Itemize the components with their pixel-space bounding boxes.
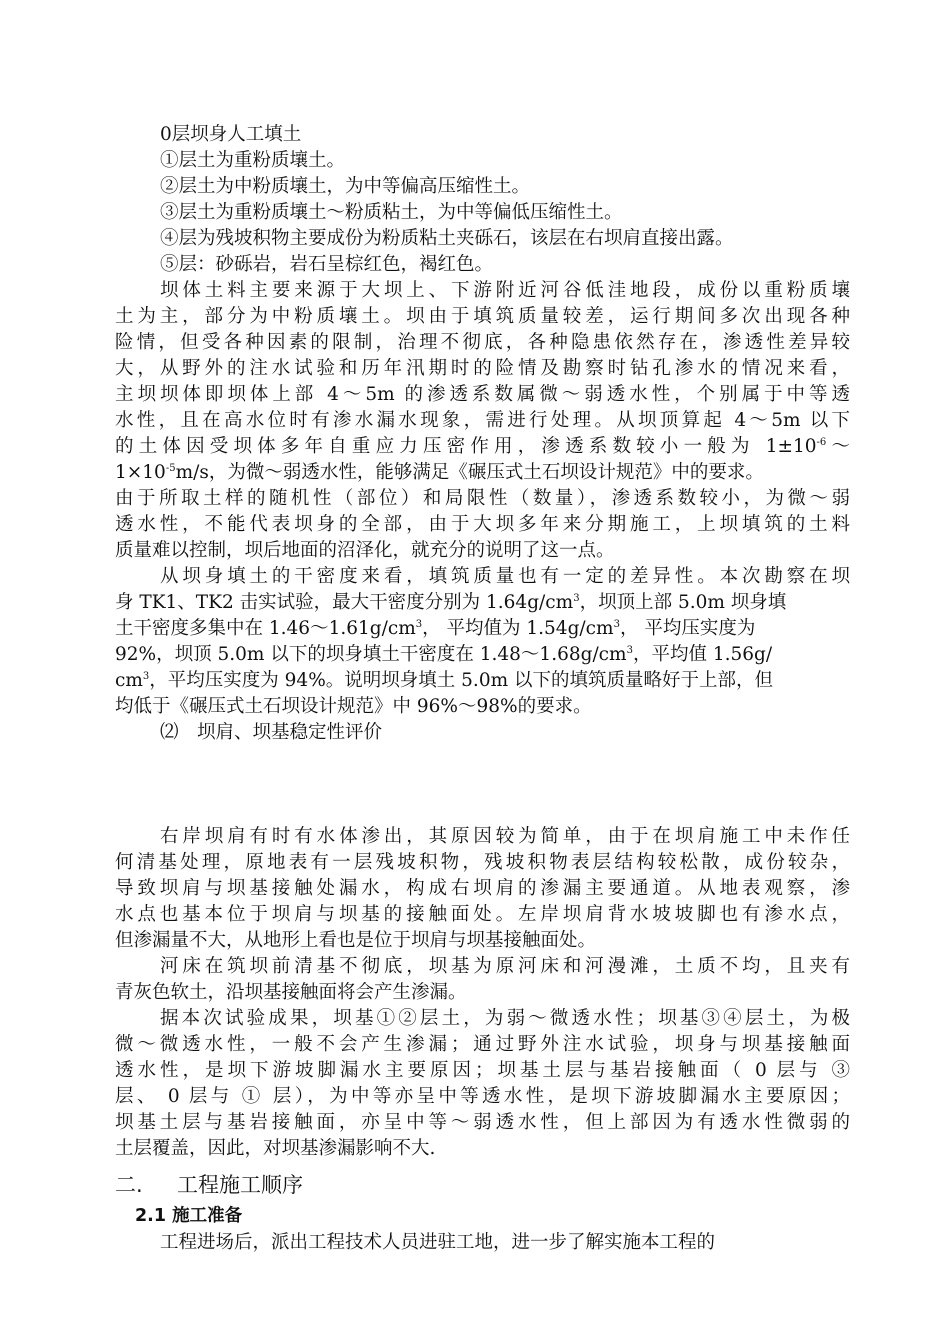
text-line: $1\times 10^{-5}m/s$，为微～弱透水性，能够满足《碾压式土石坝设计规范》中的要求。 <box>115 462 764 483</box>
section-number: 二. <box>115 1173 143 1197</box>
text-line: $cm^3$，平均压实度为 94%。说明坝身填土 5.0m 以下的填筑质量略好于上部，但 <box>115 670 774 691</box>
text-line: 青灰色软土，沿坝基接触面将会产生渗漏。 <box>115 982 467 1003</box>
document-body <box>115 122 850 1256</box>
layer-item: ③层土为重粉质壤土～粉质粘土，为中等偏低压缩性土。 <box>160 202 623 223</box>
blank-space <box>115 746 850 824</box>
text-line: 土为主，部分为中粉质壤土。坝由于填筑质量较差，运行期间多次出现各种 <box>115 306 850 327</box>
layer-item: ④层为残坡积物主要成份为粉质粘土夹砾石，该层在右坝肩直接出露。 <box>160 228 734 249</box>
paragraph-test-results <box>115 1006 850 1162</box>
paragraph-riverbed <box>115 954 850 1006</box>
text-line: 92%，坝顶 5.0m 以下的坝身填土干密度在 $1.48\sim 1.68g/cm^3$，平均值 1.56g/ <box>115 644 773 665</box>
text-line: 层、 0 层与 ① 层），为中等亦呈中等透水性，是坝下游坡脚漏水主要原因； <box>115 1086 850 1107</box>
paragraph-right-abutment <box>115 824 850 954</box>
text-line: 河床在筑坝前清基不彻底，坝基为原河床和河漫滩，土质不均，且夹有 <box>160 956 850 977</box>
layer-item: 0层坝身人工填土 <box>160 124 302 145</box>
text-line: 但渗漏量不大，从地形上看也是位于坝肩与坝基接触面处。 <box>115 930 597 951</box>
text-line: 从坝身填土的干密度来看，填筑质量也有一定的差异性。本次勘察在坝 <box>160 566 850 587</box>
text-line: 何清基处理，原地表有一层残坡积物，残坡积物表层结构较松散，成份较杂， <box>115 852 850 873</box>
section-title: 工程施工顺序 <box>177 1173 303 1197</box>
text-line: 均低于《碾压式土石坝设计规范》中 96%～98%的要求。 <box>115 696 592 717</box>
text-line: 水点也基本位于坝肩与坝基的接触面处。左岸坝肩背水坡坡脚也有渗水点， <box>115 904 850 925</box>
layer-item: ②层土为中粉质壤土，为中等偏高压缩性土。 <box>160 176 531 197</box>
layer-item: ①层土为重粉质壤土。 <box>160 150 346 171</box>
text-line: 险情，但受各种因素的限制，治理不彻底，各种隐患依然存在，渗透性差异较 <box>115 332 850 353</box>
text-line: 透水性，是坝下游坡脚漏水主要原因；坝基土层与基岩接触面（ 0 层与 ③ <box>115 1060 850 1081</box>
text-line: 微～微透水性，一般不会产生渗漏；通过野外注水试验，坝身与坝基接触面 <box>115 1034 850 1055</box>
text-line: 坝体土料主要来源于大坝上、下游附近河谷低洼地段，成份以重粉质壤 <box>160 280 850 301</box>
subheading-stability: ⑵ 坝肩、坝基稳定性评价 <box>160 722 383 743</box>
paragraph-dam-material <box>115 278 850 564</box>
text-line: 质量难以控制，坝后地面的沼泽化，就充分的说明了这一点。 <box>115 540 615 561</box>
text-line: 透水性，不能代表坝身的全部，由于大坝多年来分期施工，上坝填筑的土料 <box>115 514 850 535</box>
text-line: 土层覆盖，因此，对坝基渗漏影响不大. <box>115 1138 436 1159</box>
paragraph-preparation: 工程进场后，派出工程技术人员进驻工地，进一步了解实施本工程的 <box>160 1232 716 1253</box>
text-line: 水性，且在高水位时有渗水漏水现象，需进行处理。从坝顶算起 4～5m 以下 <box>115 410 850 431</box>
subsection-heading: 2.1 施工准备 <box>135 1206 243 1226</box>
text-line: 的土体因受坝体多年自重应力压密作用，渗透系数较小一般为 $1\pm 10^{-6}\sim$ <box>115 436 850 457</box>
layer-item: ⑤层：砂砾岩，岩石呈棕红色，褐红色。 <box>160 254 494 275</box>
text-line: 由于所取土样的随机性（部位）和局限性（数量），渗透系数较小，为微～弱 <box>115 488 850 509</box>
paragraph-dry-density <box>115 564 850 720</box>
text-line: 导致坝肩与坝基接触处漏水，构成右坝肩的渗漏主要通道。从地表观察，渗 <box>115 878 850 899</box>
text-line: 大，从野外的注水试验和历年汛期时的险情及勘察时钻孔渗水的情况来看， <box>115 358 850 379</box>
text-line: 据本次试验成果，坝基①②层土，为弱～微透水性；坝基③④层土，为极 <box>160 1008 850 1029</box>
text-line: 主坝坝体即坝体上部 4～5m 的渗透系数属微～弱透水性，个别属于中等透 <box>115 384 850 405</box>
text-line: 坝基土层与基岩接触面，亦呈中等～弱透水性，但上部因为有透水性微弱的 <box>115 1112 850 1133</box>
section-heading <box>115 1168 850 1202</box>
text-line: 土干密度多集中在 $1.46\sim 1.61g/cm^3$， 平均值为 $1.54g/cm^3$， 平均压实度为 <box>115 618 756 639</box>
text-line: 身 TK1、TK2 击实试验，最大干密度分别为 $1.64g/cm^3$，坝顶上部 5.0m 坝身填 <box>115 592 787 613</box>
text-line: 右岸坝肩有时有水体渗出，其原因较为简单，由于在坝肩施工中未作任 <box>160 826 850 847</box>
